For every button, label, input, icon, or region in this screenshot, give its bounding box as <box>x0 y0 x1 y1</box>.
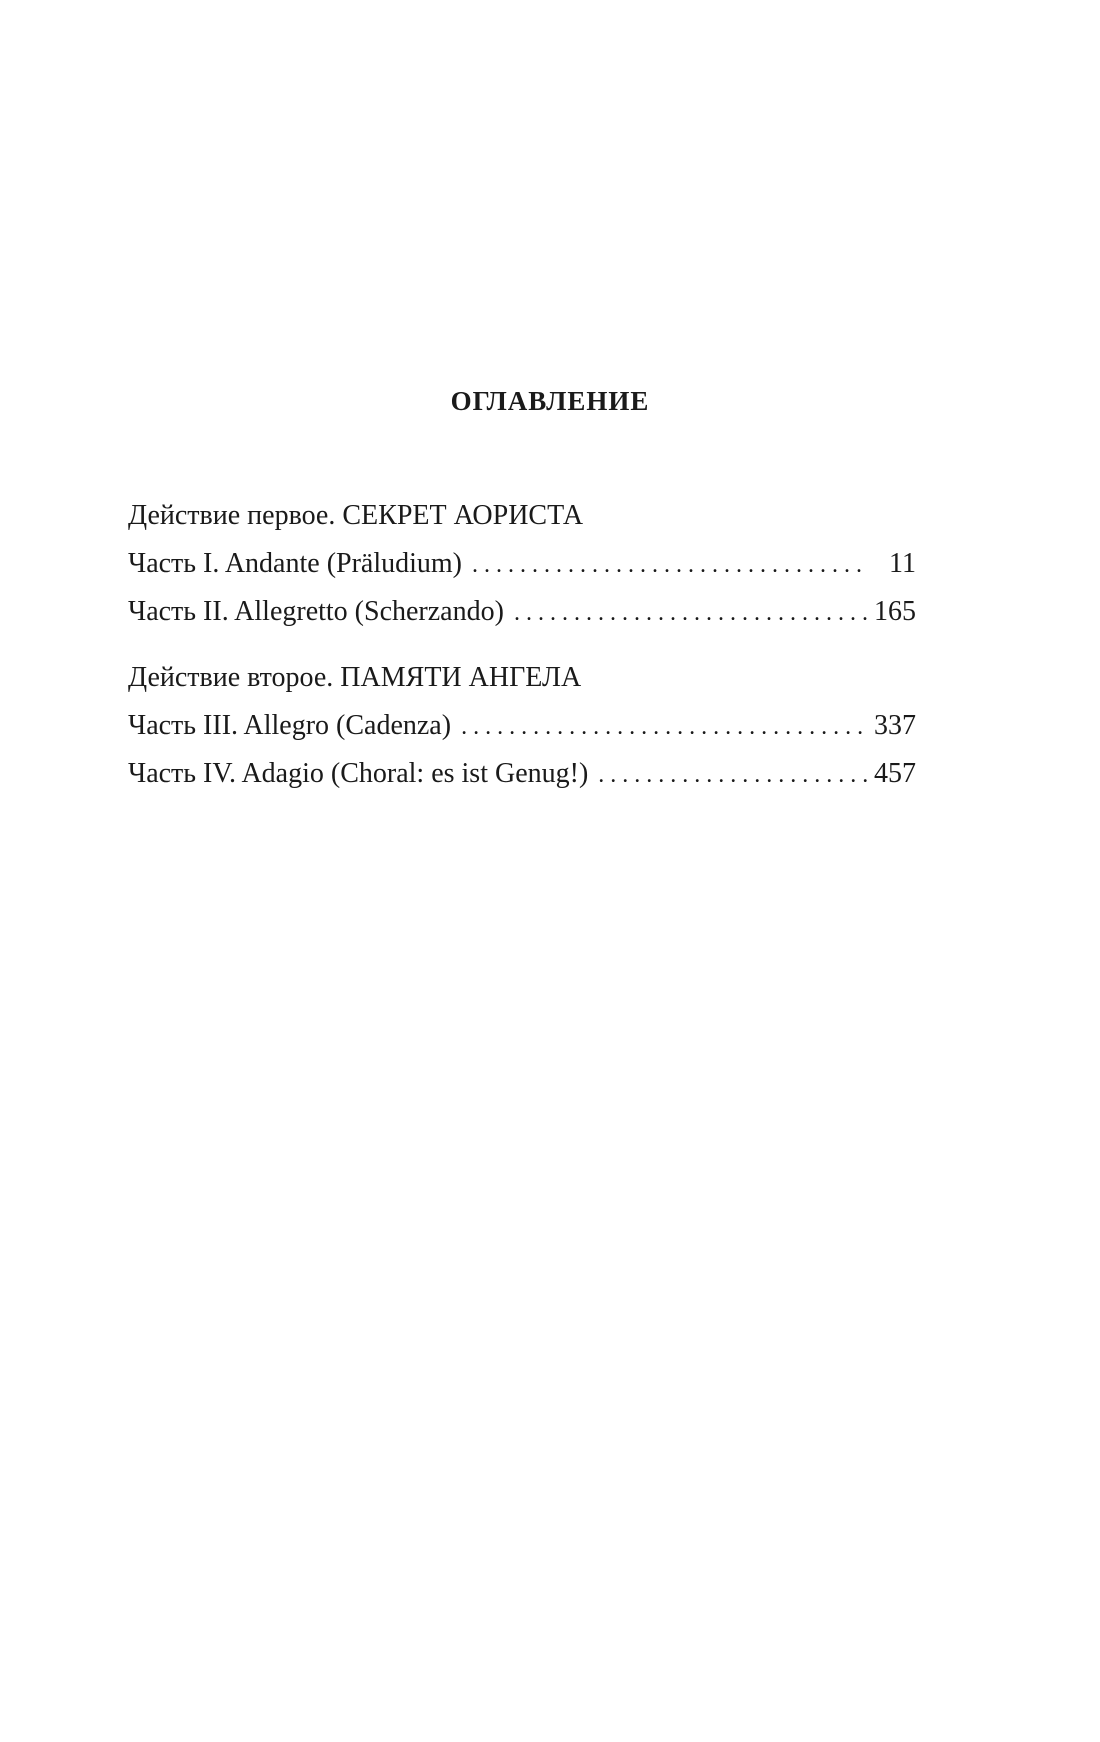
toc-entry-title: Часть I. Andante (Präludium) <box>128 548 463 579</box>
dot-leader <box>472 541 868 589</box>
toc-entry-title: Часть III. Allegro (Cadenza) <box>128 710 452 741</box>
toc-entry-page: 11 <box>889 548 916 579</box>
toc-entry-1[interactable] <box>128 540 916 588</box>
toc-entry-title: Часть IV. Adagio (Choral: es ist Genug!) <box>128 758 589 789</box>
act-heading-2: Действие второе. ПАМЯТИ АНГЕЛА <box>128 662 582 693</box>
toc-entry-3[interactable] <box>128 702 916 750</box>
toc-entry-2[interactable] <box>128 588 916 636</box>
act-heading-1: Действие первое. СЕКРЕТ АОРИСТА <box>128 500 584 531</box>
toc-entry-page: 337 <box>874 710 916 741</box>
dot-leader <box>598 751 868 799</box>
page-title: ОГЛАВЛЕНИЕ <box>450 386 650 416</box>
toc-entry-page: 457 <box>874 758 916 789</box>
dot-leader <box>514 589 868 637</box>
table-of-contents <box>128 492 916 798</box>
dot-leader <box>461 703 868 751</box>
toc-entry-4[interactable] <box>128 750 916 798</box>
toc-entry-title: Часть II. Allegretto (Scherzando) <box>128 596 504 627</box>
toc-entry-page: 165 <box>874 596 916 627</box>
